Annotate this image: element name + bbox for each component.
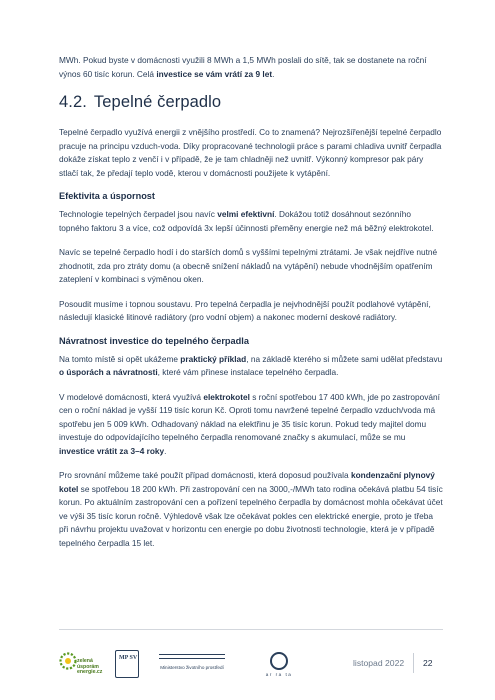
section-title: Tepelné čerpadlo [93,93,222,111]
page-content [59,54,443,561]
text-run: . [164,445,167,456]
ring-logo-icon [270,652,288,670]
text-run: MWh. Pokud byste v domácnosti využili 8 MWh a 1,5 MWh poslali do sítě, tak se dostanete na roční výnos 60 tisíc korun. Celá [59,55,427,79]
text-run: , které vám přinese instalace tepelného čerpadla. [157,367,339,377]
paragraph-electric-boiler [59,391,443,459]
bold-run: praktický příklad [180,353,247,364]
bold-run: elektrokotel [203,391,250,402]
footer-divider [59,629,443,630]
text-run: s roční spotřebou 17 400 kWh, jde po zastropování cen o roční náklad je vyšší 119 tisíc korun Kč. Oproti tomu navržené tepelné čerpadlo vzduch/voda má spotřebu jen 5 009 kWh. Odhadovaný náklad na elektřinu je 35 tisíc korun. Pokud tedy majitel domu investuje do odpovídajícího tepelného čerpadla renomované značky s akumulací, může se mu [59,391,440,442]
logo-line [159,654,225,655]
logo-line [159,658,225,659]
text-run: . Dokážou totiž dosáhnout sezónního topného faktoru 3 a více, což odpovídá 3x lepší účinnosti přeměny energie než má běžný elektrokotel. [59,209,434,233]
ring-logo-text: ar ra ta [265,672,293,677]
paragraph-heat-pump-intro: Tepelné čerpadlo využívá energii z vnějšího prostředí. Co to znamená? Nejrozšířenější tepelné čerpadlo pracuje na principu vzduch-voda. Díky propracované technologii práce s parami chladiva uvnitř čerpadla dokáže získat teplo z venčí i v případě, že je tam chladněji než uvnitř. Výkonný kompresor pak páry stlačí tak, že předají teplo vodě, kterou v domácnosti použijete k vytápění. [59,127,442,178]
zelena-usporam-logo [59,646,109,680]
text-run: Pro srovnání můžeme také použít případ domácnosti, která doposud používala [59,470,351,480]
paragraph-gas-boiler [59,469,443,550]
text-run: se spotřebou 18 200 kWh. Při zastropování cen na 3000,-/MWh tato rodina očekává platbu 54 tisíc korun. Po aktuálním zastropování cen a pořízení tepelného čerpadla by domácnost mohla očekávat účet ve výši 35 tisíc korun ročně. Výhledově však lze očekávat pokles cen elektrické energie, proto je třeba při návrhu projektu uvažovat v horizontu cen energie po dobu životnosti technologie, která je v případě tepelného čerpadla 15 let. [59,483,443,548]
section-heading [59,93,443,112]
mzp-logo [159,650,225,676]
section-number: 4.2. [59,93,87,111]
paragraph-efficiency [59,208,443,235]
logo-text-line: úsporám [77,663,99,670]
paragraph-older-houses: Navíc se tepelné čerpadlo hodí i do starších domů s vyššími tepelnými ztrátami. Je však nejdříve nutné zhodnotit, zda pro ztráty domu (a obecně snížení nákladů na vytápění) nebude vhodnějším opatřením zateplení v kombinaci s výměnou oken. [59,247,438,284]
bold-run: investice vrátit za 3–4 roky [59,445,165,456]
mpsv-logo-text: MP SV [119,655,138,661]
text-run: , na základě kterého si můžete sami udělat představu [246,353,443,364]
bold-run: kondenzační plynový kotel [59,470,435,494]
text-run: Na tomto místě si opět ukážeme [59,353,181,364]
intro-paragraph [59,54,443,81]
bold-run: investice se vám vrátí za 9 let [156,68,273,79]
zelena-usporam-text [77,659,102,676]
logo-text-line: energie.cz [77,669,103,676]
paragraph-example [59,353,443,380]
text-run: V modelové domácnosti, která využívá [59,391,204,402]
page-footer [59,644,443,684]
mzp-logo-text: Ministerstvo životního prostředí [160,665,224,670]
mpsv-logo [115,650,139,678]
text-run: . [272,68,275,79]
page-number: 22 [423,658,433,668]
footer-separator [413,653,414,673]
logo-text-line: zelená [77,658,93,664]
text-run: Technologie tepelných čerpadel jsou navíc [59,209,218,219]
subheading-return: Návratnost investice do tepelného čerpadla [59,335,249,346]
footer-date: listopad 2022 [353,658,405,668]
leaf-icon [59,646,77,676]
subheading-efficiency: Efektivita a úspornost [59,191,155,201]
bold-run: o úsporách a návratnosti [59,367,158,377]
bold-run: velmi efektivní [217,209,275,219]
paragraph-heating-system: Posoudit musíme i topnou soustavu. Pro tepelná čerpadla je nejvhodnější použít podlahové vytápění, následují klasické litinové radiátory (pro vodní objem) a nakonec moderní deskové radiátory. [59,298,431,322]
